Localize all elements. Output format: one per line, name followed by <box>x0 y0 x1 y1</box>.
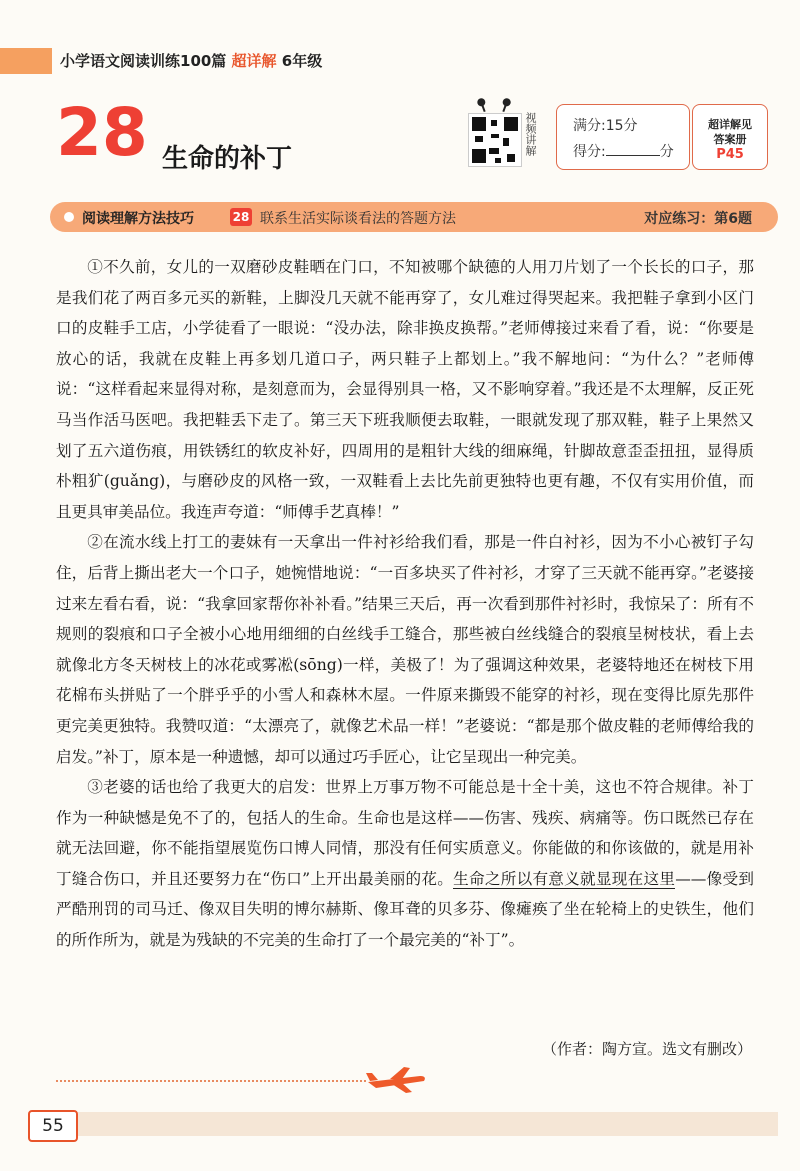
qr-label: 视频讲解 <box>524 112 537 156</box>
airplane-icon <box>364 1064 428 1096</box>
book-title-main: 小学语文阅读训练100篇 <box>60 52 227 70</box>
answer-ref-page: P45 <box>716 147 744 162</box>
answer-ref-line2: 答案册 <box>713 133 747 146</box>
qr-antenna-left <box>480 102 485 112</box>
paragraph-2: ②在流水线上打工的妻妹有一天拿出一件衬衫给我们看，那是一件白衬衫，因为不小心被钉子勾住，后背上撕出老大一个口子，她惋惜地说：“一百多块买了件衬衫，才穿了三天就不能再穿。”老婆接过来左看右看，说：“我拿回家帮你补补看。”结果三天后，再一次看到那件衬衫时，我惊呆了：所有不规则的裂痕和口子全被小心地用细细的白丝线手工缝合，那些被白丝线缝合的裂痕呈树枝状，看上去就像北方冬天树枝上的冰花或雾凇(sōng)一样，美极了！为了强调这种效果，老婆特地还在树枝下用花棉布头拼贴了一个胖乎乎的小雪人和森林木屋。一件原来撕毁不能穿的衬衫，现在变得比原先那件更完美更独特。我赞叹道：“太漂亮了，就像艺术品一样！”老婆说：“都是那个做皮鞋的老师傅给我的启发。”补丁，原本是一种遗憾，却可以通过巧手匠心，让它呈现出一种完美。 <box>56 533 754 766</box>
book-title-accent: 超详解 <box>231 52 277 70</box>
score-unit: 分 <box>659 144 674 160</box>
method-description: 联系生活实际谈看法的答题方法 <box>260 211 456 227</box>
method-label: 阅读理解方法技巧 <box>82 211 194 227</box>
method-practice: 对应练习：第6题 <box>644 211 752 227</box>
bullet-icon <box>64 212 74 222</box>
score-got-label: 得分: <box>573 144 606 160</box>
dotted-divider <box>56 1080 366 1082</box>
paragraph-3-part-a: ③老婆的话也给了我更大的启发：世界上万事万物不可能总是十全十美，这也不符合规律。补丁作为一种缺憾是免不了的，包括人的生命。生命也是这样——伤害、残疾、病痛等。伤口既然已存在就无法回避，你不能指望展览伤口博人同情，那没有任何实质意义。你能做的和你该做的，就是用补丁缝合伤口，并且还要努力在“伤口”上开出最美丽的花。 <box>56 778 754 888</box>
footer-band <box>78 1112 778 1136</box>
score-box <box>556 104 690 170</box>
paragraph-1: ①不久前，女儿的一双磨砂皮鞋晒在门口，不知被哪个缺德的人用刀片划了一个长长的口子，那是我们花了两百多元买的新鞋，上脚没几天就不能再穿了，女儿难过得哭起来。我把鞋子拿到小区门口的皮鞋手工店，小学徒看了一眼说：“没办法，除非换皮换帮。”老师傅接过来看了看，说：“你要是放心的话，我就在皮鞋上再多划几道口子，两只鞋子上都划上。”我不解地问：“为什么？”老师傅说：“这样看起来显得对称，是刻意而为，会显得别具一格，又不影响穿着。”我还是不太理解，反正死马当作活马医吧。我把鞋丢下走了。第三天下班我顺便去取鞋，一眼就发现了那双鞋，鞋子上果然又划了五六道伤痕，用铁锈红的软皮补好，四周用的是粗针大线的细麻绳，针脚故意歪歪扭扭，显得质朴粗犷(guǎng)，与磨砂皮的风格一致，一双鞋看上去比先前更独特也更有趣，不仅有实用价值，而且更具审美品位。我连声夸道：“师傅手艺真棒！” <box>56 258 754 521</box>
paragraph-3 <box>56 772 754 956</box>
paragraph-3-part-b: ——像受到严酷刑罚的司马迁、像双目失明的博尔赫斯、像耳聋的贝多芬、像瘫痪了坐在轮椅上的史铁生，他们的所作所为，就是为残缺的不完美的生命打了一个最完美的“补丁”。 <box>56 869 754 950</box>
score-total: 满分:15分 <box>573 118 638 134</box>
lesson-title: 生命的补丁 <box>162 144 293 174</box>
book-grade: 6年级 <box>281 52 323 70</box>
author-credit: （作者：陶方宣。选文有删改） <box>541 1040 752 1058</box>
qr-code-icon[interactable] <box>468 113 522 167</box>
answer-ref-line1: 超详解见 <box>708 118 752 131</box>
lesson-number: 28 <box>56 94 148 171</box>
score-blank[interactable] <box>606 141 660 156</box>
page-number: 55 <box>28 1110 78 1142</box>
article-body <box>56 252 754 956</box>
method-number-badge: 28 <box>230 208 252 226</box>
method-banner <box>50 202 778 232</box>
answer-reference <box>692 104 768 170</box>
score-got-row <box>573 141 674 161</box>
qr-antenna-right <box>502 102 507 112</box>
underlined-sentence: 生命之所以有意义就显现在这里 <box>453 869 676 888</box>
header-accent-bar <box>0 48 52 74</box>
book-title <box>60 48 322 74</box>
